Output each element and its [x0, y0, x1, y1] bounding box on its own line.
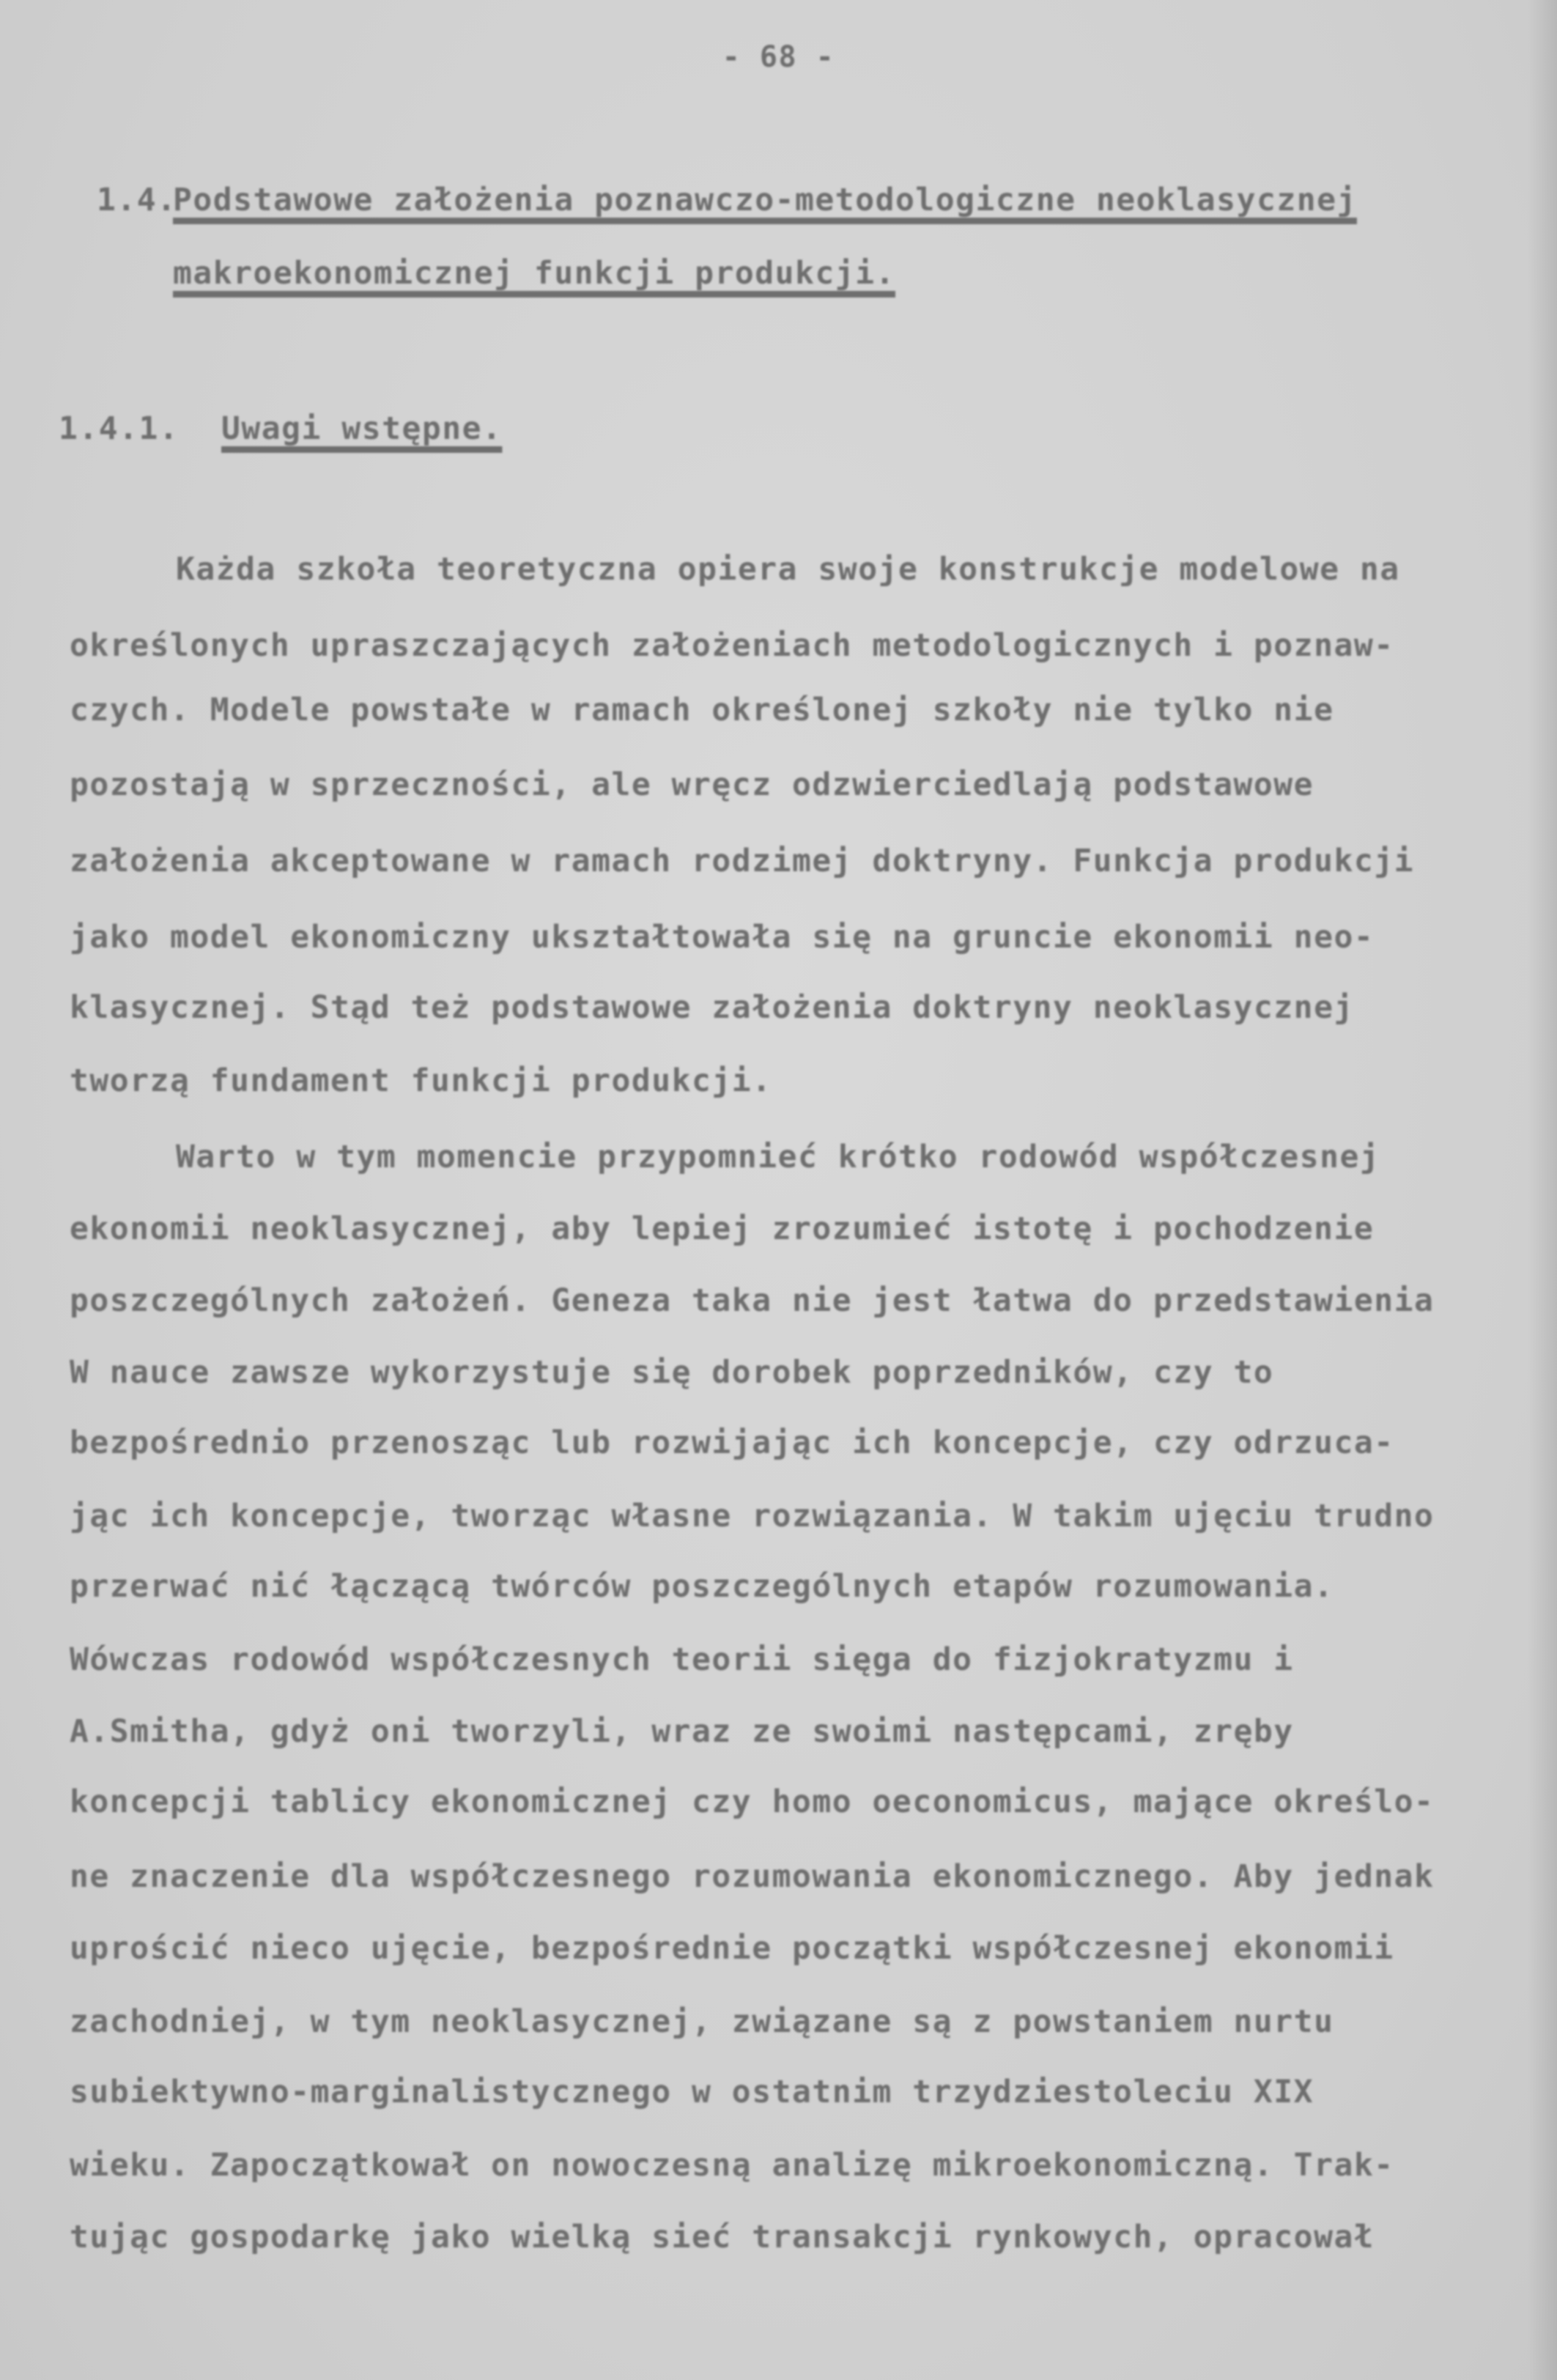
body-line: Wówczas rodowód współczesnych teorii sięga do fizjokratyzmu i — [70, 1641, 1294, 1678]
body-line: poszczególnych założeń. Geneza taka nie jest łatwa do przedstawienia — [70, 1282, 1435, 1319]
body-line: ne znaczenie dla współczesnego rozumowania ekonomicznego. Aby jednak — [70, 1858, 1435, 1895]
body-line: założenia akceptowane w ramach rodzimej doktryny. Funkcja produkcji — [70, 843, 1415, 879]
body-line: A.Smitha, gdyż oni tworzyli, wraz ze swoimi następcami, zręby — [70, 1713, 1294, 1750]
body-line: pozostają w sprzeczności, ale wręcz odzwierciedlają podstawowe — [70, 766, 1314, 803]
section-title-line-1: Podstawowe założenia poznawczo-metodologiczne neoklasycznej — [173, 182, 1357, 218]
body-line: bezpośrednio przenosząc lub rozwijając ich koncepcje, czy odrzuca- — [70, 1424, 1394, 1461]
section-title-line-2: makroekonomicznej funkcji produkcji. — [173, 255, 895, 292]
body-line: tworzą fundament funkcji produkcji. — [70, 1062, 772, 1099]
body-line: ekonomii neoklasycznej, aby lepiej zrozumieć istotę i pochodzenie — [70, 1211, 1375, 1247]
page-number: - 68 - — [722, 40, 835, 74]
body-line: subiektywno-marginalistycznego w ostatnim trzydziestoleciu XIX — [70, 2074, 1314, 2110]
page-edge-shadow — [1528, 0, 1557, 2380]
body-line: jako model ekonomiczny ukształtowała się na gruncie ekonomii neo- — [70, 919, 1375, 956]
body-line: Warto w tym momencie przypomnieć krótko rodowód współczesnej — [176, 1139, 1380, 1175]
body-line: uprościć nieco ujęcie, bezpośrednie początki współczesnej ekonomii — [70, 1930, 1394, 1967]
body-line: określonych upraszczających założeniach metodologicznych i poznaw- — [70, 627, 1394, 664]
body-line: tując gospodarkę jako wielką sieć transakcji rynkowych, opracował — [70, 2219, 1375, 2255]
body-line: zachodniej, w tym neoklasycznej, związane są z powstaniem nurtu — [70, 2003, 1334, 2040]
body-line: jąc ich koncepcje, tworząc własne rozwiązania. W takim ujęciu trudno — [70, 1498, 1435, 1534]
subsection-title: Uwagi wstępne. — [221, 410, 503, 447]
body-line: koncepcji tablicy ekonomicznej czy homo oeconomicus, mające określo- — [70, 1784, 1435, 1820]
body-line: czych. Modele powstałe w ramach określonej szkoły nie tylko nie — [70, 692, 1334, 728]
body-line: przerwać nić łączącą twórców poszczególnych etapów rozumowania. — [70, 1568, 1334, 1605]
subsection-number: 1.4.1. — [59, 410, 180, 447]
section-number: 1.4. — [97, 182, 177, 218]
body-line: Każda szkoła teoretyczna opiera swoje konstrukcje modelowe na — [176, 551, 1400, 588]
body-line: W nauce zawsze wykorzystuje się dorobek poprzedników, czy to — [70, 1354, 1274, 1391]
body-line: wieku. Zapoczątkował on nowoczesną analizę mikroekonomiczną. Trak- — [70, 2147, 1394, 2184]
body-line: klasycznej. Stąd też podstawowe założenia doktryny neoklasycznej — [70, 989, 1354, 1026]
